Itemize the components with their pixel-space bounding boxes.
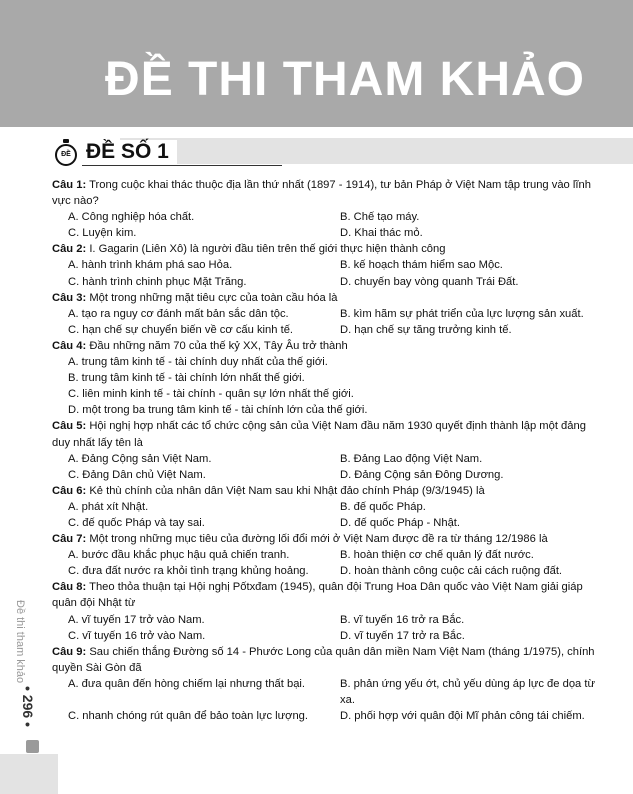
question-7: [52, 531, 597, 579]
question-4: [52, 338, 597, 418]
option-b: B. kế hoạch thám hiểm sao Mộc.: [340, 259, 503, 272]
question-label: Câu 1:: [52, 179, 87, 191]
question-label: Câu 7:: [52, 533, 87, 546]
option-d: D. vĩ tuyến 17 trở ra Bắc.: [340, 629, 465, 642]
question-text: Theo thỏa thuận tại Hội nghị Pốtxđam (1945), quân đội Trung Hoa Dân quốc vào Việt Nam giải giáp quân đội Nhật từ: [52, 581, 583, 610]
option-b: B. phản ứng yếu ớt, chủ yếu dùng áp lực đe dọa từ xa.: [340, 677, 595, 706]
option-b: B. trung tâm kinh tế - tài chính lớn nhất thế giới.: [68, 372, 305, 385]
option-a: A. đưa quân đến hòng chiếm lại nhưng thất bại.: [68, 677, 306, 690]
option-a: A. trung tâm kinh tế - tài chính duy nhất của thế giới.: [68, 356, 328, 369]
option-c: C. đưa đất nước ra khỏi tình trạng khủng hoảng.: [68, 565, 309, 578]
question-label: Câu 8:: [52, 581, 87, 594]
option-a: A. phát xít Nhật.: [68, 500, 149, 513]
option-d: D. hoàn thành công cuộc cải cách ruộng đất.: [340, 565, 563, 578]
option-c: C. Luyện kim.: [68, 227, 137, 240]
page-marker: [26, 740, 39, 753]
option-d: D. chuyến bay vòng quanh Trái Đất.: [340, 275, 519, 288]
option-d: D. Khai thác mỏ.: [340, 227, 423, 240]
question-label: Câu 2:: [52, 243, 87, 256]
option-a: A. vĩ tuyến 17 trở vào Nam.: [68, 613, 205, 626]
option-d: D. đế quốc Pháp - Nhật.: [340, 516, 461, 529]
question-9: [52, 644, 597, 724]
question-text: Một trong những mục tiêu của đường lối đổi mới ở Việt Nam được đề ra từ tháng 12/1986 là: [89, 533, 548, 546]
banner-title: ĐỀ THI THAM KHẢO: [105, 53, 585, 106]
page-number: • 296 •: [20, 686, 36, 727]
option-d: D. Đảng Cộng sản Đông Dương.: [340, 468, 504, 481]
question-text: Kẻ thù chính của nhân dân Việt Nam sau khi Nhật đảo chính Pháp (9/3/1945) là: [89, 484, 485, 497]
option-c: C. nhanh chóng rút quân để bảo toàn lực lượng.: [68, 710, 309, 723]
question-label: Câu 9:: [52, 645, 87, 658]
section-header: [52, 138, 633, 168]
option-a: A. tạo ra nguy cơ đánh mất bản sắc dân tộc.: [68, 307, 289, 320]
question-3: [52, 290, 597, 338]
option-d: D. một trong ba trung tâm kinh tế - tài chính lớn của thế giới.: [68, 404, 368, 417]
header-underline: [82, 165, 282, 166]
question-list: [52, 177, 597, 724]
side-running-title: Đề thi tham khảo: [14, 600, 26, 684]
question-label: Câu 4:: [52, 339, 87, 352]
option-d: D. phối hợp với quân đội Mĩ phản công tái chiếm.: [340, 710, 585, 723]
option-c: C. hành trình chinh phục Mặt Trăng.: [68, 275, 247, 288]
option-b: B. Chế tạo máy.: [340, 211, 420, 224]
option-c: C. Đảng Dân chủ Việt Nam.: [68, 468, 206, 481]
question-label: Câu 3:: [52, 291, 87, 304]
option-d: D. hạn chế sự tăng trưởng kinh tế.: [340, 323, 512, 336]
question-6: [52, 483, 597, 531]
option-a: A. Đảng Cộng sản Việt Nam.: [68, 452, 212, 465]
option-b: B. đế quốc Pháp.: [340, 500, 426, 513]
question-text: Trong cuộc khai thác thuộc địa lần thứ nhất (1897 - 1914), tư bản Pháp ở Việt Nam tập trung vào lĩnh vực nào?: [52, 179, 591, 208]
option-b: B. Đảng Lao động Việt Nam.: [340, 452, 483, 465]
option-c: C. liên minh kinh tế - tài chính - quân sự lớn nhất thế giới.: [68, 388, 354, 401]
question-text: Đầu những năm 70 của thế kỷ XX, Tây Âu trở thành: [89, 339, 348, 352]
option-a: A. hành trình khám phá sao Hỏa.: [68, 259, 233, 272]
option-a: A. Công nghiệp hóa chất.: [68, 211, 195, 224]
question-1: [52, 177, 597, 241]
footer-tab: [0, 754, 58, 794]
section-title: ĐỀ SỐ 1: [86, 140, 177, 164]
option-c: C. vĩ tuyến 16 trở vào Nam.: [68, 629, 206, 642]
stopwatch-icon: ĐỀ: [55, 144, 77, 166]
header-bar: [120, 138, 633, 164]
question-label: Câu 6:: [52, 484, 87, 497]
option-b: B. vĩ tuyến 16 trở ra Bắc.: [340, 613, 465, 626]
question-label: Câu 5:: [52, 420, 87, 433]
title-banner: [0, 0, 633, 127]
question-5: [52, 418, 597, 482]
option-c: C. hạn chế sự chuyển biến về cơ cấu kinh tế.: [68, 323, 294, 336]
question-text: Hội nghị hợp nhất các tổ chức cộng sản của Việt Nam đầu năm 1930 quyết định thành lập một đảng duy nhất lấy tên là: [52, 420, 586, 449]
option-b: B. kìm hãm sự phát triển của lực lượng sản xuất.: [340, 307, 584, 320]
option-c: C. đế quốc Pháp và tay sai.: [68, 516, 205, 529]
question-8: [52, 579, 597, 643]
question-text: I. Gagarin (Liên Xô) là người đầu tiên trên thế giới thực hiện thành công: [89, 243, 446, 256]
question-2: [52, 241, 597, 289]
option-b: B. hoàn thiện cơ chế quản lý đất nước.: [340, 549, 534, 562]
question-text: Sau chiến thắng Đường số 14 - Phước Long của quân dân miền Nam Việt Nam (tháng 1/1975), chính quyền Sài Gòn đã: [52, 645, 595, 674]
option-a: A. bước đầu khắc phục hậu quả chiến tranh.: [68, 549, 290, 562]
question-text: Một trong những mặt tiêu cực của toàn cầu hóa là: [89, 291, 338, 304]
